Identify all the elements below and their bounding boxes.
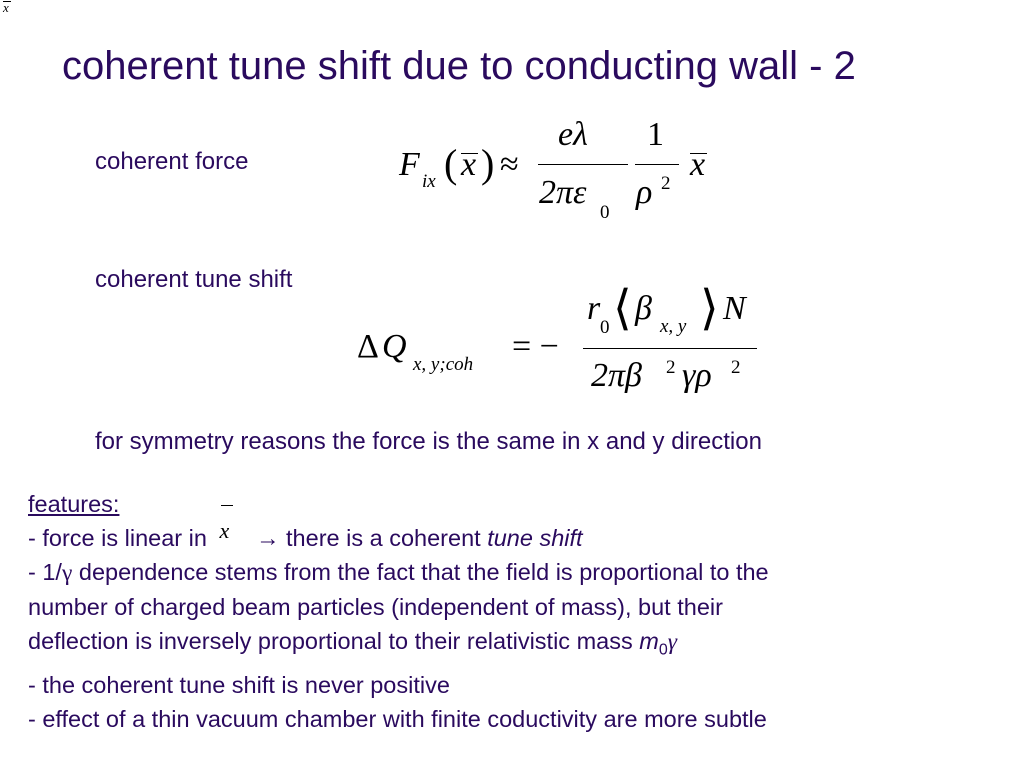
left-angle-bracket: ⟨ <box>613 282 632 335</box>
q-subscript: x, y;coh <box>413 354 474 375</box>
tune-denominator-superscript1: 2 <box>666 357 676 378</box>
tune-shift-equation <box>355 280 765 405</box>
fraction2-denominator: ρ <box>636 174 653 211</box>
equals-minus: = − <box>512 328 559 365</box>
fraction2-denominator-superscript: 2 <box>661 173 671 194</box>
features-list <box>28 487 769 736</box>
x-end-variable: x <box>690 146 706 183</box>
slide-title: coherent tune shift due to conducting wall - 2 <box>62 44 856 88</box>
force-subscript: ix <box>422 171 436 192</box>
features-heading: features: <box>28 491 120 517</box>
symmetry-note: for symmetry reasons the force is the same in x and y direction <box>95 428 762 455</box>
fraction2-numerator: 1 <box>647 116 664 153</box>
force-symbol: F <box>399 146 420 183</box>
fraction1-denominator: 2πε <box>539 174 587 211</box>
fraction2-bar <box>635 164 679 165</box>
feature-line-6: - effect of a thin vacuum chamber with finite coductivity are more subtle <box>28 705 767 732</box>
approx-sign: ≈ <box>500 146 519 183</box>
fraction1-denominator-subscript: 0 <box>600 202 610 223</box>
feature-line-4: deflection is inversely proportional to their relativistic mass $m_0\gamma$ <box>28 628 678 659</box>
tune-fraction-bar <box>583 348 757 349</box>
left-paren: ( <box>444 141 458 186</box>
feature-line-5: - the coherent tune shift is never positive <box>28 671 450 698</box>
feature-line-1: - force is linear in x → there is a coherent tune shift <box>28 521 769 555</box>
r-symbol: r <box>587 290 601 327</box>
r-subscript: 0 <box>600 317 610 338</box>
beta-symbol: β <box>635 290 652 327</box>
fraction1-bar <box>538 164 628 165</box>
right-angle-bracket: ⟩ <box>700 282 719 335</box>
coherent-force-label: coherent force <box>95 148 249 175</box>
corner-x-symbol: x <box>3 0 9 16</box>
tune-denominator-superscript2: 2 <box>731 357 741 378</box>
x-variable: x <box>461 146 477 183</box>
tune-denominator-a: 2πβ <box>591 357 642 394</box>
x-bar-inline: x <box>213 526 249 546</box>
feature-line-3: number of charged beam particles (independent of mass), but their <box>28 594 723 620</box>
coherent-tune-shift-label: coherent tune shift <box>95 266 293 293</box>
beta-subscript: x, y <box>660 316 687 337</box>
q-symbol: Q <box>382 328 407 365</box>
tune-denominator-b: γρ <box>682 357 712 394</box>
fraction1-numerator: eλ <box>558 116 588 153</box>
feature-line-2: - 1/γ dependence stems from the fact that the field is proportional to the <box>28 559 769 586</box>
right-paren: ) <box>481 141 495 186</box>
delta-symbol: Δ <box>357 328 379 365</box>
force-equation <box>395 110 725 225</box>
n-symbol: N <box>723 290 746 327</box>
